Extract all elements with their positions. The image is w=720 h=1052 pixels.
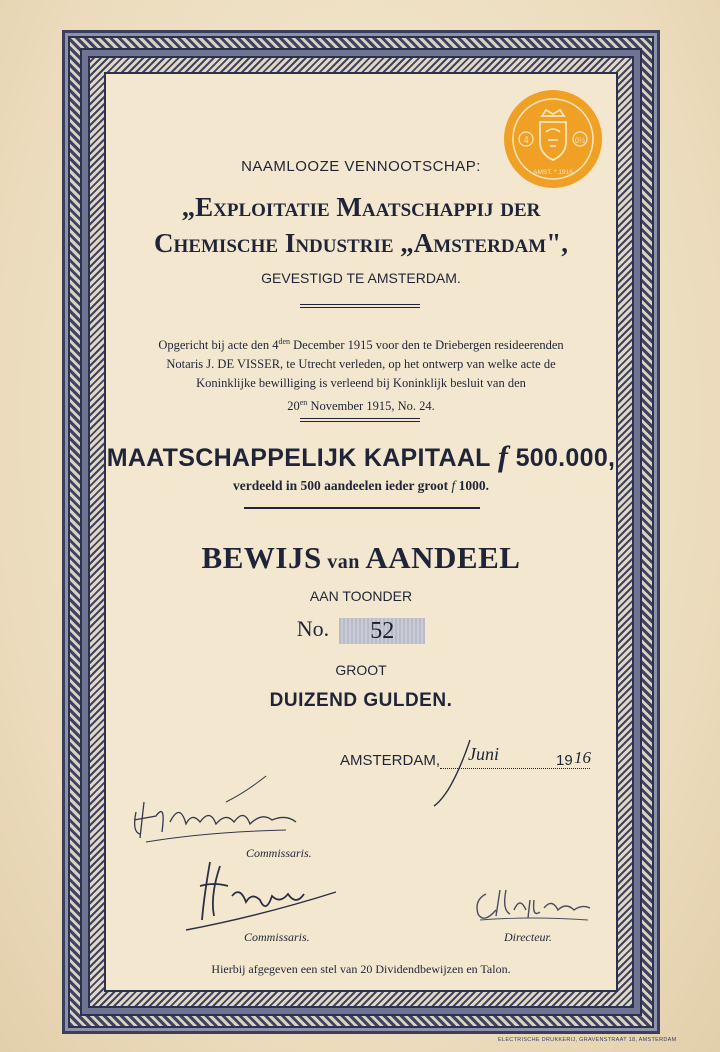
capital-division [104,478,618,494]
company-name-line2: Chemische Industrie „Amsterdam", [154,228,568,258]
divider [300,418,420,422]
directeur-label: Directeur. [504,930,552,944]
title-van: van [321,551,366,573]
capital-line [104,440,618,474]
company-seat: GEVESTIGD TE AMSTERDAM. [261,270,461,286]
founding-line2: Notaris J. DE VISSER, te Utrecht verleden, op het ontwerp van welke acte de [166,357,556,372]
year-handwritten: 16 [574,748,591,767]
capital-currency: f [498,440,509,473]
founding-line4-pre: 20 [287,399,300,414]
founding-line1-post: December 1915 voor den te Driebergen resideerenden [290,338,564,353]
bearer-label: AAN TOONDER [309,588,413,604]
founding-line4-post: November 1915, No. 24. [307,399,435,414]
stamp-left-digit: 4 [523,135,529,146]
stamp-legend: AMST. * 1916 [533,169,573,176]
title-aandeel: AANDEEL [365,540,521,575]
capital-amount: 500.000, [515,444,616,472]
divider [244,507,480,509]
founding-paragraph [104,332,618,416]
groot-label: GROOT [335,662,387,678]
certificate-title [104,540,618,576]
number-label: No. [296,616,330,641]
printer-imprint: ELECTRISCHE DRUKKERIJ, GRAVENSTRAAT 18, AMSTERDAM [498,1037,677,1043]
stamp-right-digit: 0½ [575,136,585,145]
value-words: DUIZEND GULDEN. [269,690,453,711]
footer-note: Hierbij afgegeven een stel van 20 Dividendbewijzen en Talon. [211,962,511,976]
certificate-number-row [104,616,618,644]
founding-line4 [128,393,594,416]
date-month-handwritten: Juni [468,744,499,764]
founding-line1-sup: den [278,337,291,346]
capital-label: MAATSCHAPPELIJK KAPITAAL [106,444,491,472]
commissaris-1-label: Commissaris. [246,846,312,860]
division-currency: f [451,478,456,493]
company-name-line1: „Exploitatie Maatschappij der [181,192,541,222]
founding-line3: Koninklijke bewilliging is verleend bij Koninklijk besluit van den [196,376,526,391]
founding-line4-sup: en [299,398,308,408]
signature-commissaris-1 [126,772,302,852]
signature-directeur [470,880,600,930]
commissaris-2-label: Commissaris. [244,930,310,944]
certificate-number: 52 [339,618,425,644]
founding-line1 [128,332,594,355]
place-label: AMSTERDAM, [340,752,441,769]
date-flourish [430,730,490,810]
founding-line1-pre: Opgericht bij acte den 4 [158,338,279,353]
signature-commissaris-2 [180,856,340,936]
division-text: verdeeld in 500 aandeelen ieder groot [233,478,452,493]
year-printed: 19 [556,752,573,769]
divider [300,304,420,308]
division-amount: 1000. [455,478,489,493]
company-type: NAAMLOOZE VENNOOTSCHAP: [241,158,481,175]
title-bewijs: BEWIJS [201,540,322,575]
